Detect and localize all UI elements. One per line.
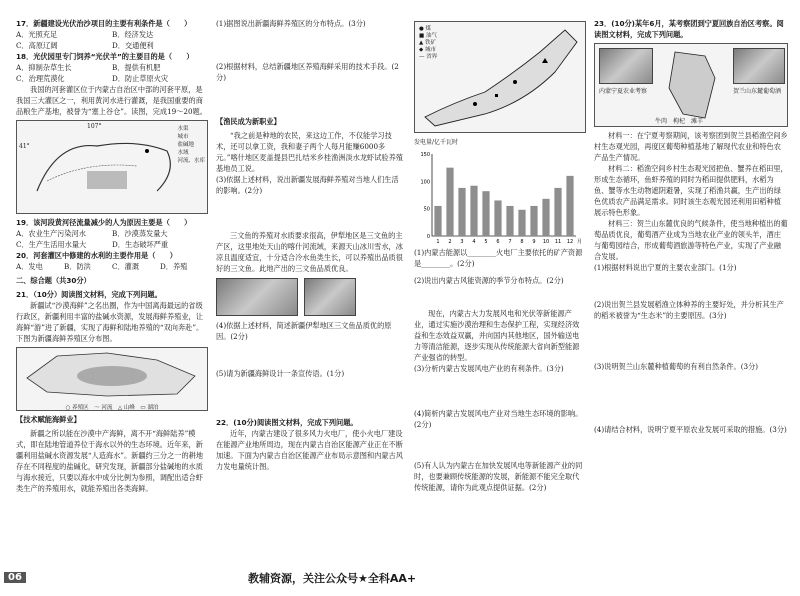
q18-option-c: C．治理荒漠化 [16, 74, 65, 83]
answer-space [216, 196, 404, 230]
q17-stem: 17．新疆建设光伏治沙项目的主要有利条件是（ ） [16, 19, 192, 28]
q17-option-a: A．光照充足 [16, 30, 58, 39]
map-latitude: 41° [19, 143, 30, 150]
legend-city: ◆ 城市 [419, 47, 436, 53]
ningxia-outline [669, 52, 715, 118]
answer-space [414, 374, 586, 408]
x-tick-label: 4 [472, 239, 476, 245]
answer-space [216, 379, 404, 417]
bar-month-7 [506, 206, 513, 236]
x-tick-label: 7 [508, 239, 512, 245]
bar-month-10 [542, 199, 549, 236]
material-2: 材料二：稻渔空间乡村生态观光园把鱼、蟹养在稻田里，形成生态循环，鱼虾养殖的同时为稻田提供肥料，水稻为鱼、蟹等水生动物遮阴避暑，实现了稻渔共赢，生产出的绿色优质农产品满足需求。同时该生态观光园还利用田稻种植展示特色形象。 [594, 164, 788, 217]
bar-month-6 [494, 200, 501, 236]
q19-20-intro: 我国的河套灌区位于内蒙古自治区中部的河套平原，是我国三大灌区之一，利用黄河水进行灌溉，是我国重要的商品粮生产基地，被誉为“塞上谷仓”。读图，完成19～20题。 [16, 85, 207, 116]
q20-option-a: A．发电 [16, 262, 43, 271]
legend-water: 水域 [177, 150, 189, 156]
q18-option-a: A．抑制杂草生长 [16, 63, 72, 72]
x-tick-label: 6 [496, 239, 500, 245]
section-2-title: 二、综合题（共30分） [16, 276, 91, 285]
q17-options [16, 29, 208, 51]
q17-option-c: C．高原辽阔 [16, 41, 58, 50]
y-tick-label: 50 [423, 206, 430, 213]
saline-area [87, 171, 127, 189]
q19-option-b: B．沙漠蒸发量大 [112, 229, 168, 238]
q23-3: (3)说明贺兰山东麓种植葡萄的有利自然条件。(3分) [594, 362, 759, 371]
x-tick-label: 8 [520, 239, 524, 245]
map-longitude: 107° [87, 123, 102, 130]
legend-oil-gas: ■ 油气 [419, 33, 437, 39]
legend-coal: ● 煤 [419, 26, 432, 32]
x-tick-label: 1 [436, 239, 440, 245]
q21-2: (2)根据材料，总结新疆地区养殖海鲜采用的技术手段。(2分) [216, 62, 399, 82]
q22-5: (5)有人认为内蒙古在加快发展风电等新能源产业的同时，也要兼顾传统能源的发展，新能源不能完全取代传统能源，请你为此观点提供证据。(2分) [414, 461, 583, 492]
ningxia-figure [594, 43, 788, 127]
map-legend [177, 125, 205, 165]
x-axis-label: 月 [576, 239, 582, 245]
q18-option-d: D．防止草原火灾 [112, 74, 169, 83]
legend-canal: 水渠 [177, 126, 189, 132]
q21-stem: 21．（10分）阅读图文材料，完成下列问题。 [16, 290, 162, 299]
bar-month-4 [470, 186, 477, 236]
q23-1: (1)根据材料说出宁夏的主要农业部门。(1分) [594, 263, 737, 272]
q21-1: (1)据图说出新疆海鲜养殖区的分布特点。(3分) [216, 19, 366, 28]
x-tick-label: 10 [542, 239, 550, 245]
ningxia-map [655, 48, 729, 122]
q23-4: (4)请结合材料，说明宁夏平原农业发展可采取的措施。(3分) [594, 425, 787, 434]
chart-svg [414, 148, 584, 248]
fisher-box-title: 【渔民成为新职业】 [216, 117, 281, 126]
x-tick-label: 2 [448, 239, 452, 245]
q18-stem: 18．光伏园里专门饲养“光伏羊”的主要目的是（ ） [16, 52, 194, 61]
q19-stem: 19．该河段黄河径流量减少的人为原因主要是（ ） [16, 218, 192, 227]
footer-watermark: 教辅资源，关注公众号★全科AA+ [248, 572, 417, 585]
x-tick-label: 3 [460, 239, 464, 245]
im-map-legend [419, 26, 437, 61]
photo-label-2: 贺兰山东麓葡萄酒 [733, 88, 782, 95]
photo-label-3: 牛肉 枸杞 滩羊 [655, 118, 704, 125]
province-outline [425, 30, 577, 126]
photo-label-1: 内蒙宁夏农业考察 [599, 88, 648, 95]
answer-space [216, 29, 404, 61]
q22-stem: 22．(10分)阅读图文材料，完成下列问题。 [216, 418, 358, 427]
page-number: 06 [4, 572, 26, 583]
bar-month-3 [458, 188, 465, 236]
y-tick-label: 100 [420, 179, 430, 186]
tech-paragraph: 新疆之所以能在沙漠中产海鲜，离不开“海鲜陆养”模式，即在陆地管道养位于海水以外的生态环境。近年来，新疆利用盐碱水资源发展“人造海水”。新疆约三分之一的耕地存在不同程度的盐碱化，研究发现，新疆部分盐碱地的水质与海水接近，只要以海水中成分比例为参照，调配出适合虾类生产的养殖用水，就能养殖出各类海鲜。 [16, 429, 204, 493]
x-tick-label: 9 [532, 239, 536, 245]
bar-month-8 [518, 210, 525, 236]
vineyard-photo [733, 48, 785, 84]
legend-iron: ▲ 铁矿 [419, 40, 436, 46]
q20-option-b: B．防洪 [64, 262, 91, 271]
q19-option-d: D．生态破坏严重 [112, 240, 169, 249]
fish-farm-photo [216, 278, 298, 316]
q20-option-d: D．养殖 [160, 262, 188, 271]
wind-paragraph: 现在，内蒙古大力发展风电和光伏等新能源产业，通过实施沙漠治理和生态保护工程，实现经济效益和生态效益双赢，并向国内其他地区，国外输送电力等清洁能源，逐步实现从传统能源大省向新型能源产业强省的转型。 [414, 309, 580, 362]
bar-month-5 [482, 191, 489, 236]
material-1: 材料一：在宁夏考察期间，该考察团到贺兰县稻渔空间乡村生态观光园，再度区葡萄种植基地了解现代农业和特色农产品生产情况。 [594, 131, 788, 162]
city-dot [145, 149, 149, 153]
fisher-box-paragraph: “我之前是种地的农民，来这边工作，不仅能学习技术，还可以拿工资，我和妻子两个人每月能赚6000多元。”喀什地区麦盖提县巴扎结米乡桂渔洲淡水龙虾试验养殖基地员工说。 [216, 131, 403, 173]
xinjiang-map [16, 347, 208, 411]
q21-5: (5)请为新疆海鲜设计一条宣传语。(1分) [216, 369, 345, 378]
y-tick-label: 150 [420, 152, 430, 158]
answer-space [414, 430, 586, 460]
legend-border: — 省界 [419, 54, 438, 60]
q20-options [16, 261, 208, 272]
legend-saline: 盐碱地 [177, 142, 194, 148]
legend-city: 城市 [177, 134, 189, 140]
q22-2: (2)说出内蒙古风能资源的季节分布特点。(2分) [414, 276, 564, 285]
q22-3: (3)分析内蒙古发展风电产业的有利条件。(3分) [414, 364, 564, 373]
answer-space [414, 286, 586, 308]
answer-space [216, 342, 404, 368]
oil-gas-marker [495, 94, 498, 97]
answer-space [216, 83, 404, 113]
answer-space [594, 372, 788, 424]
salmon-photos [216, 278, 404, 316]
x-tick-label: 11 [554, 239, 562, 245]
xinjiang-map-legend: ○ 养殖区 ～ 河流 △ 山峰 ▭ 湖泊 [65, 405, 159, 411]
salmon-photo [304, 278, 356, 316]
hetao-map [16, 120, 208, 214]
q22-paragraph: 近年，内蒙古建设了很多风力火电厂，使小火电厂建设在能源产业地所周边，现在内蒙古自治区能源产业正在不断加速。下面为内蒙古自治区能源产业布局示意图和内蒙古风力发电量统计图。 [216, 429, 403, 471]
q19-options [16, 228, 208, 250]
q17-option-d: D．交通便利 [112, 41, 154, 50]
desert-basin [77, 366, 147, 386]
q21-3: (3)依据上述材料，说出新疆发展海鲜养殖对当地人们生活的影响。(2分) [216, 175, 399, 195]
q20-option-c: C．灌溉 [112, 262, 140, 271]
chart-title: 发电量/亿千瓦时 [414, 139, 459, 146]
inner-mongolia-map-drawing [415, 22, 585, 132]
q17-option-b: B．经济发达 [112, 30, 154, 39]
xinjiang-map-drawing [17, 348, 207, 400]
x-tick-label: 5 [484, 239, 488, 245]
bar-month-9 [530, 206, 537, 236]
bar-month-2 [446, 168, 453, 236]
bar-month-1 [434, 206, 441, 236]
bar-month-11 [554, 188, 561, 236]
q21-paragraph: 新疆试“沙漠海鲜”之名出圈，作为中国离海最远的省级行政区，新疆利用丰富的盐碱水资源，发展海鲜养殖业，让海鲜“游”进了新疆，实现了海鲜和陆地养殖的“双向奔赴”。下图为新疆海鲜养殖区分布图。 [16, 301, 204, 343]
q21-4: (4)依据上述材料，简述新疆伊犁地区三文鱼品质优的原因。(2分) [216, 321, 392, 341]
q19-option-a: A．农业生产污染河水 [16, 229, 86, 238]
coal-marker [473, 102, 477, 106]
coal-marker [513, 80, 517, 84]
column-2 [216, 18, 404, 472]
bar-month-12 [566, 176, 573, 236]
q23-stem: 23．(10分)某年6月，某考察团到宁夏回族自治区考察。阅读图文材料，完成下列问题。 [594, 19, 784, 39]
y-tick-label: 0 [426, 234, 430, 240]
q19-option-c: C．生产生活用水量大 [16, 240, 87, 249]
answer-space [594, 321, 788, 361]
q22-1: (1)内蒙古能源以________火电厂主要依托的矿产资源是________。(2分) [414, 248, 583, 268]
q23-2: (2)说出贺兰县发展稻渔立体种养的主要好处，并分析其生产的稻米被誉为“生态米”的主要原因。(3分) [594, 300, 784, 320]
x-tick-label: 12 [566, 239, 574, 245]
legend-river: 河流、水库 [177, 158, 205, 164]
q18-option-b: B．提供有机肥 [112, 63, 161, 72]
inner-mongolia-map [414, 21, 586, 133]
salmon-paragraph: 三文鱼的养殖对水质要求很高，伊犁地区是三文鱼的主产区，这里地处天山的喀什河流域，来源天山冰川雪水，冰凉且温度适宜，十分适合冷水鱼类生长，可以养殖出品质很好的三文鱼。此地产出的三文鱼品质优良。 [216, 231, 403, 273]
column-3 [414, 18, 586, 493]
q18-options [16, 62, 208, 84]
q22-4: (4)简析内蒙古发展风电产业对当地生态环境的影响。(2分) [414, 409, 583, 429]
column-4 [594, 18, 788, 435]
column-1 [16, 18, 208, 494]
q20-stem: 20．河套灌区中修建的水利的主要作用是（ ） [16, 251, 177, 260]
material-3: 材料三：贺兰山东麓优良的气候条件，使当地种植出的葡萄品质优良，葡萄酒产业成为当地农业产业的领头羊，酒庄与葡萄园结合，形成葡萄酒旅游等特色产业，实现了产业融合发展。 [594, 219, 788, 261]
wind-power-chart [414, 137, 586, 247]
tech-title: 【技术赋能海鲜业】 [16, 415, 81, 424]
answer-space [594, 273, 788, 299]
rice-field-photo [599, 48, 653, 84]
